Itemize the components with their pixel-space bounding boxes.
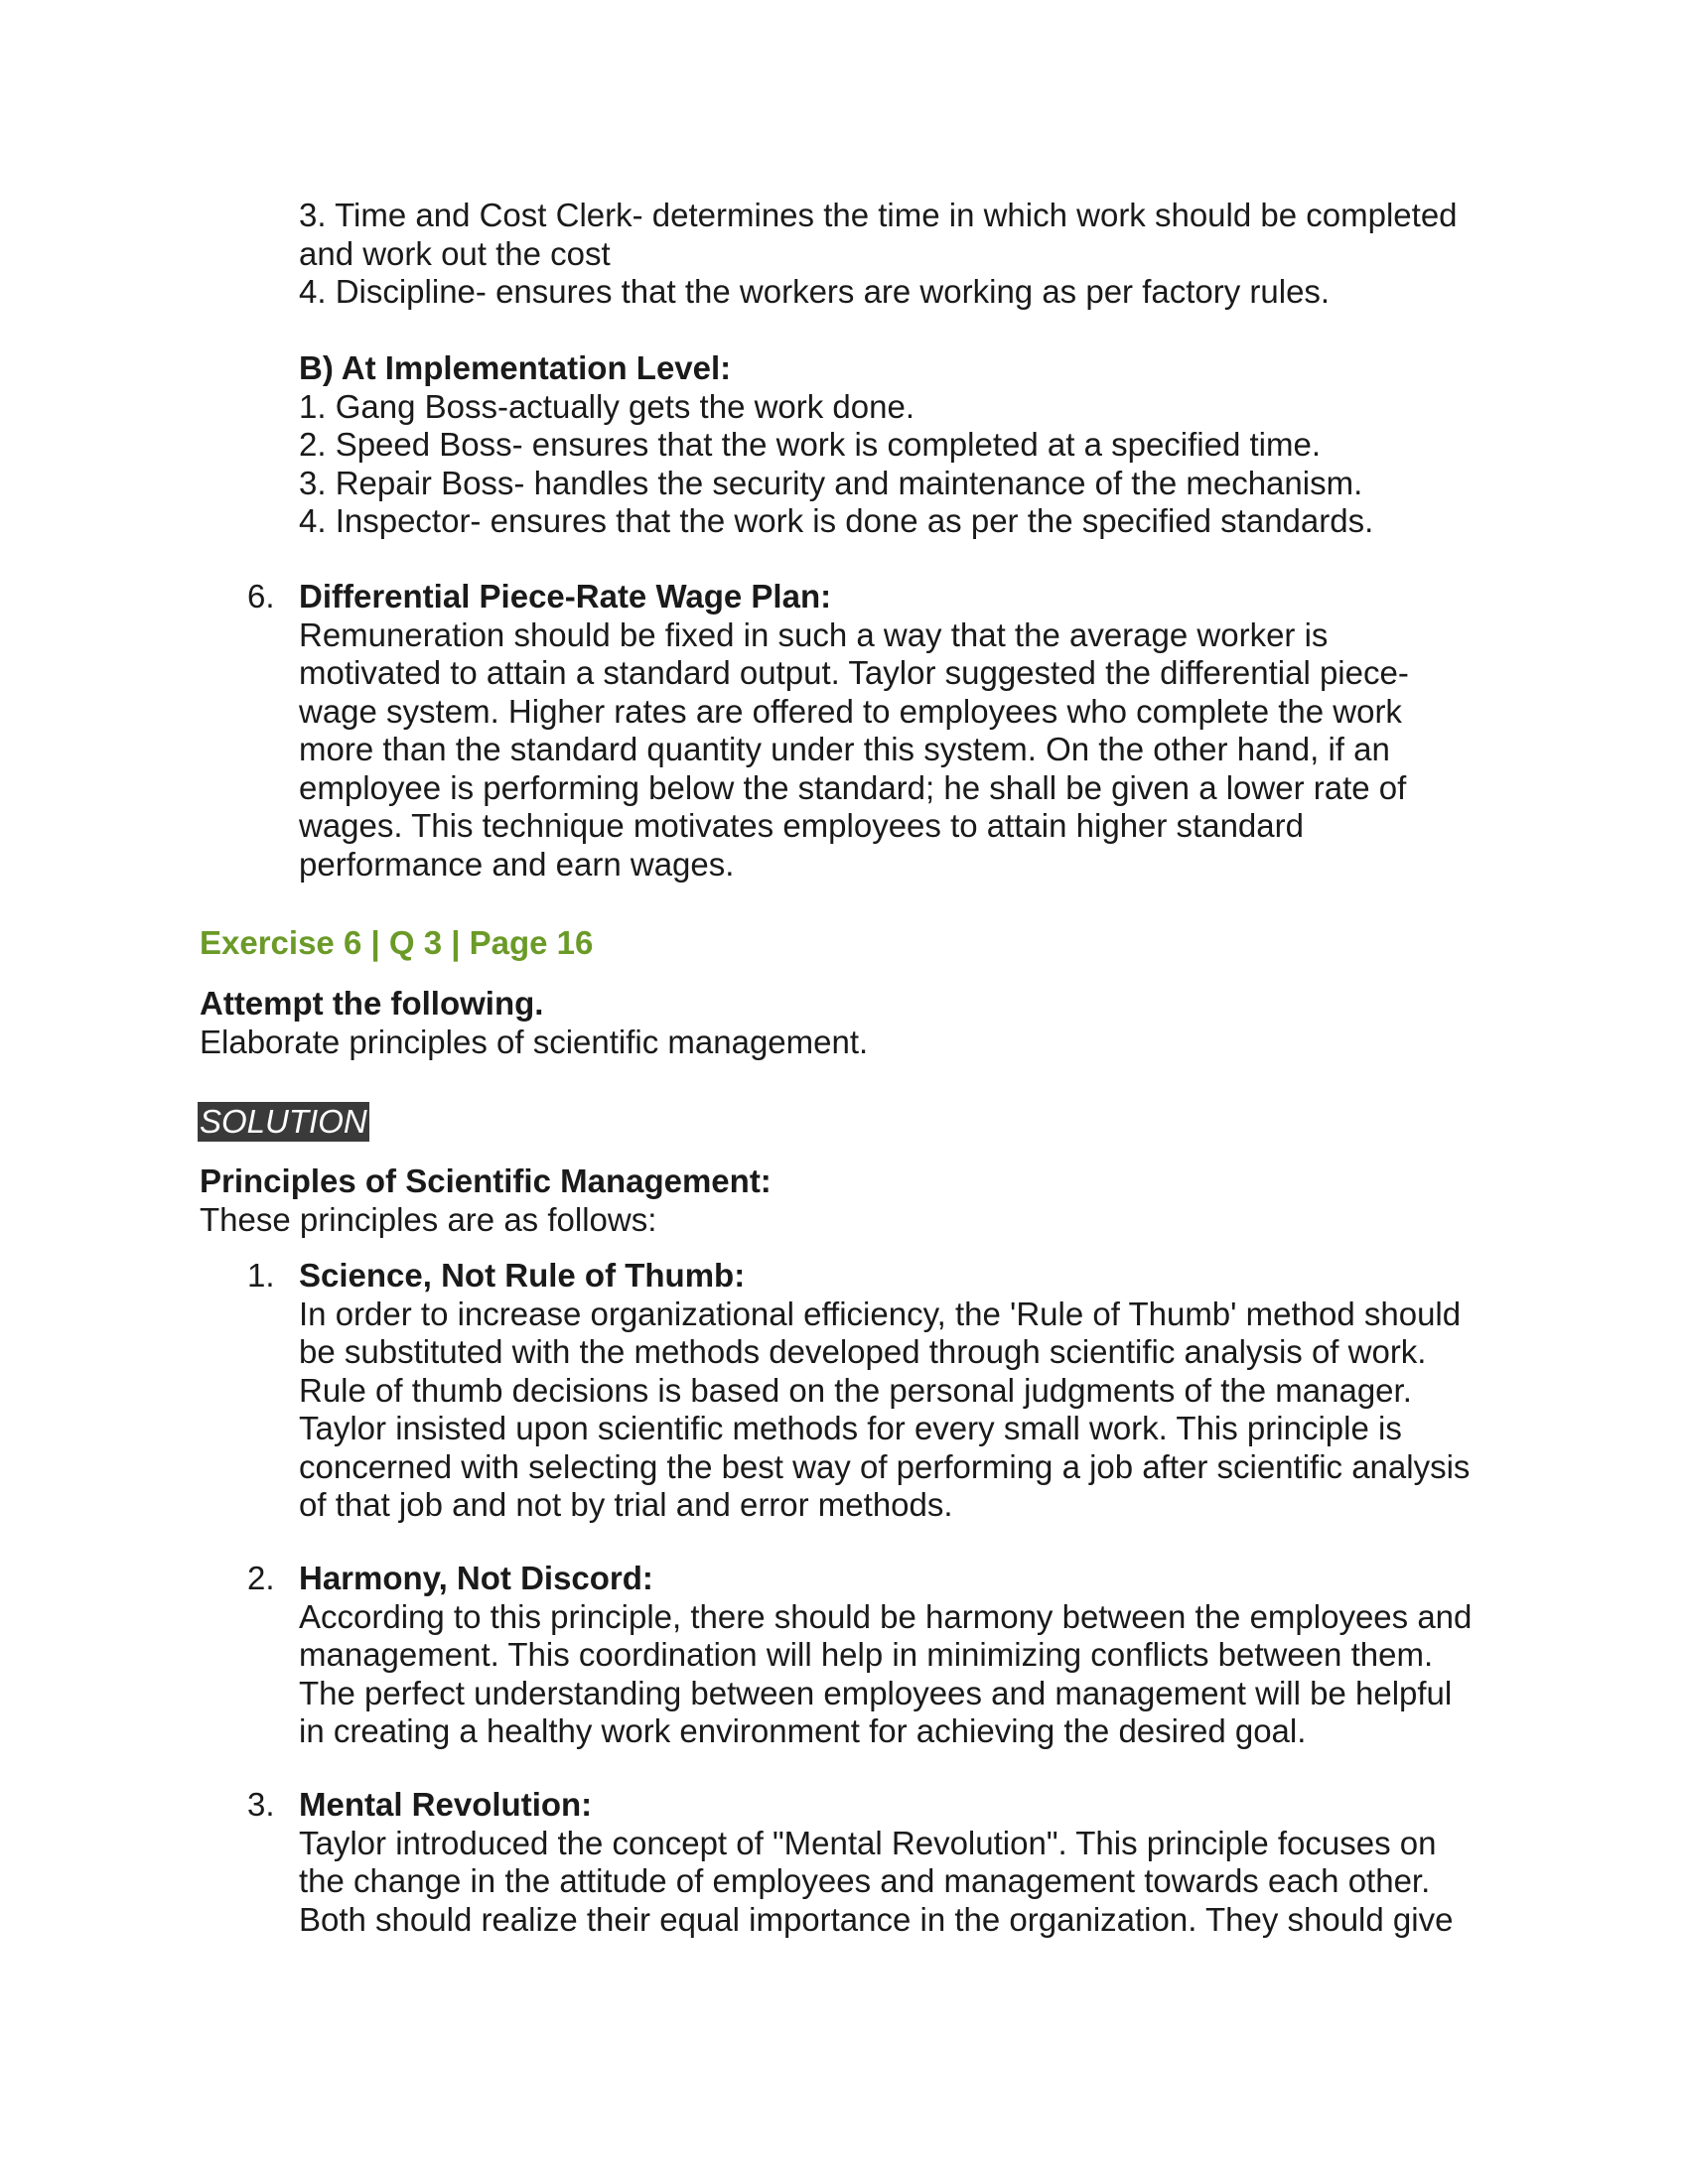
implementation-item-1: 1. Gang Boss-actually gets the work done. <box>299 387 915 425</box>
principle-2-line: management. This coordination will help in minimizing conflicts between them. <box>299 1636 1434 1673</box>
principle-3-line: Taylor introduced the concept of "Mental Revolution". This principle focuses on <box>299 1824 1437 1861</box>
org-item-3-line-1: 3. Time and Cost Clerk- determines the time in which work should be completed <box>299 197 1458 233</box>
principle-3 <box>299 1786 1510 1939</box>
principle-1-line: be substituted with the methods developed through scientific analysis of work. <box>299 1333 1427 1370</box>
implementation-item-2: 2. Speed Boss- ensures that the work is completed at a specified time. <box>299 426 1322 463</box>
implementation-level-section <box>299 349 1510 541</box>
principle-2 <box>299 1560 1510 1751</box>
exercise-question: Elaborate principles of scientific management. <box>200 1023 869 1060</box>
principle-1-line: In order to increase organizational efficiency, the 'Rule of Thumb' method should <box>299 1295 1462 1332</box>
item-6-title: Differential Piece-Rate Wage Plan: <box>299 578 832 614</box>
org-item-4: 4. Discipline- ensures that the workers are working as per factory rules. <box>299 273 1331 310</box>
item-6-line: wages. This technique motivates employees to attain higher standard <box>299 807 1304 844</box>
principle-2-line: in creating a healthy work environment for achieving the desired goal. <box>299 1712 1307 1749</box>
item-6-line: wage system. Higher rates are offered to employees who complete the work <box>299 692 1402 730</box>
item-6-section <box>299 578 1510 884</box>
implementation-item-4: 4. Inspector- ensures that the work is done as per the specified standards. <box>299 502 1374 539</box>
principle-2-number: 2. <box>247 1560 275 1596</box>
principle-1-line: concerned with selecting the best way of performing a job after scientific analysis <box>299 1447 1471 1485</box>
item-6-line: more than the standard quantity under this system. On the other hand, if an <box>299 731 1390 767</box>
principle-2-line: The perfect understanding between employees and management will be helpful <box>299 1674 1453 1711</box>
principle-1-line: Taylor insisted upon scientific methods for every small work. This principle is <box>299 1410 1402 1446</box>
implementation-level-heading: B) At Implementation Level: <box>299 349 732 386</box>
principle-3-number: 3. <box>247 1786 275 1823</box>
item-6-line: Remuneration should be fixed in such a way that the average worker is <box>299 615 1329 653</box>
principles-heading-section <box>200 1162 1510 1239</box>
principle-3-line: Both should realize their equal importance in the organization. They should give <box>299 1900 1454 1938</box>
exercise-heading: Exercise 6 | Q 3 | Page 16 <box>200 924 594 961</box>
exercise-section <box>200 924 1510 963</box>
principle-3-line: the change in the attitude of employees and management towards each other. <box>299 1862 1431 1899</box>
solution-label-wrap <box>198 1102 369 1142</box>
principle-2-line: According to this principle, there should be harmony between the employees and <box>299 1597 1473 1635</box>
item-6-number: 6. <box>247 578 275 614</box>
principle-3-title: Mental Revolution: <box>299 1786 593 1823</box>
principle-1-number: 1. <box>247 1257 275 1294</box>
principles-intro: These principles are as follows: <box>200 1200 657 1238</box>
exercise-instruction: Attempt the following. <box>200 985 544 1022</box>
principles-heading: Principles of Scientific Management: <box>200 1162 772 1199</box>
organization-level-tail <box>299 197 1510 312</box>
question-section <box>200 985 1510 1061</box>
principle-1-line: Rule of thumb decisions is based on the personal judgments of the manager. <box>299 1371 1412 1409</box>
item-6-line: employee is performing below the standard; he shall be given a lower rate of <box>299 768 1407 806</box>
item-6-line: motivated to attain a standard output. Taylor suggested the differential piece- <box>299 654 1409 691</box>
principle-2-title: Harmony, Not Discord: <box>299 1560 653 1596</box>
solution-label: SOLUTION <box>200 1103 367 1140</box>
item-6-line: performance and earn wages. <box>299 845 735 883</box>
principle-1 <box>299 1257 1510 1525</box>
org-item-3-line-2: and work out the cost <box>299 234 611 272</box>
principle-1-line: of that job and not by trial and error methods. <box>299 1486 953 1523</box>
implementation-item-3: 3. Repair Boss- handles the security and maintenance of the mechanism. <box>299 464 1363 501</box>
principle-1-title: Science, Not Rule of Thumb: <box>299 1257 746 1294</box>
